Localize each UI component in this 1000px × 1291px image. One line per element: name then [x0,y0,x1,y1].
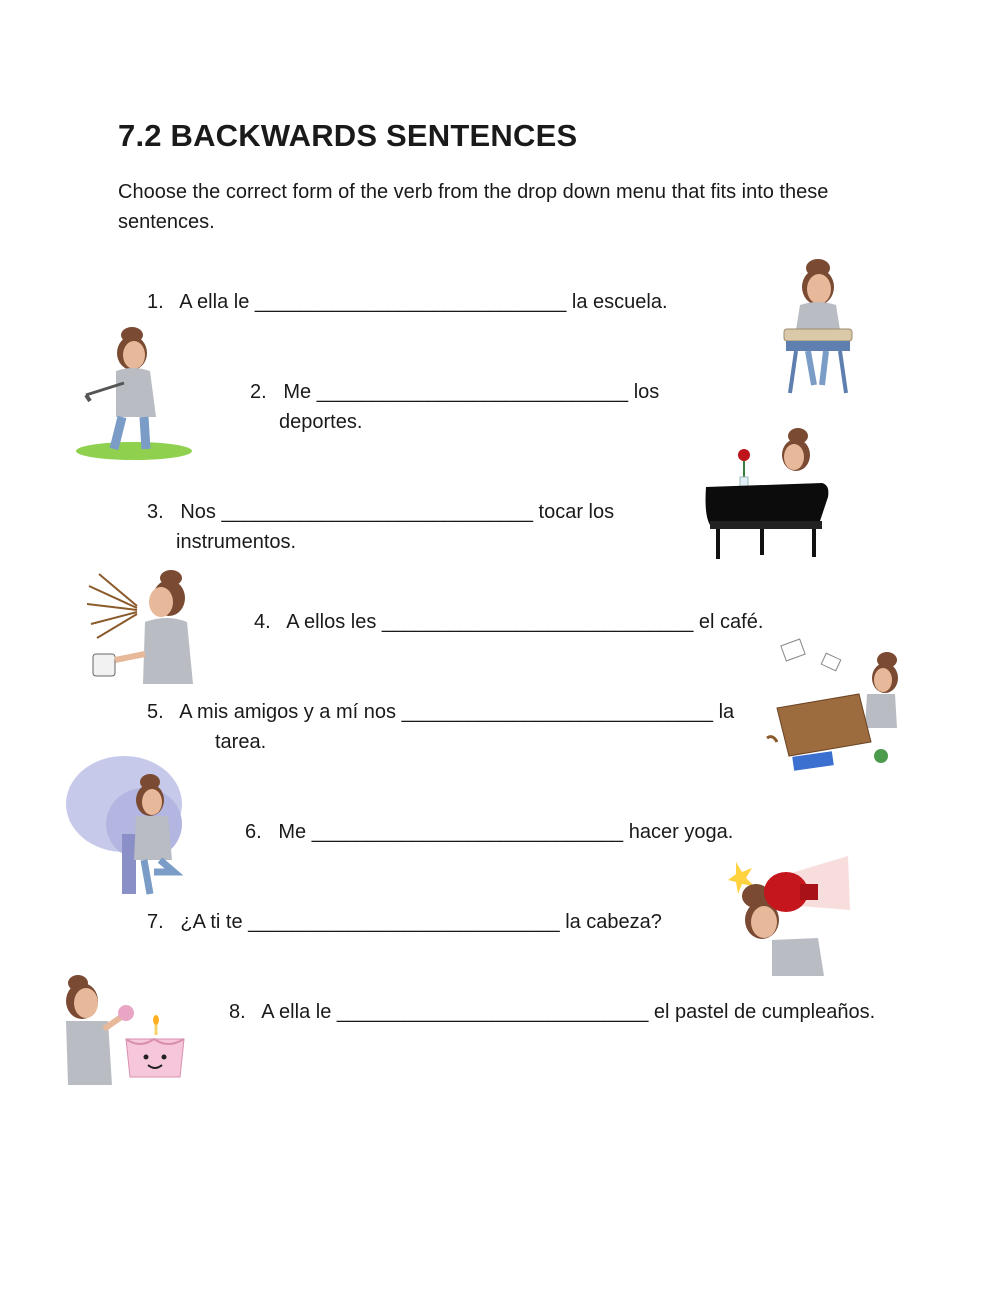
question-number: 2. [250,381,267,403]
page-title: 7.2 BACKWARDS SENTENCES [118,118,578,153]
question-number: 1. [147,291,164,313]
question-1 [147,287,668,317]
question-text-before: A ella le [261,1001,332,1023]
golfer-illustration [72,325,194,465]
answer-dropdown-7[interactable]: ____________________________ [248,911,560,933]
question-number: 5. [147,701,164,723]
question-text-before: A mis amigos y a mí nos [179,701,397,723]
question-4 [254,607,763,637]
question-2 [250,377,659,437]
question-text-after: la [718,701,735,723]
question-text-after: tocar los [538,501,615,523]
bored-at-desk-illustration [778,255,858,400]
question-text-before: Me [278,821,307,843]
question-text-before: A ella le [179,291,250,313]
answer-dropdown-6[interactable]: ____________________________ [311,821,624,843]
question-number: 4. [254,611,271,633]
headache-boxing-glove-illustration [728,850,853,978]
answer-dropdown-5[interactable]: ____________________________ [401,701,714,723]
question-text-after: la cabeza? [565,911,662,933]
question-text-after: hacer yoga. [628,821,734,843]
question-8 [229,997,875,1027]
question-number: 7. [147,911,164,933]
question-text-before: Nos [180,501,216,523]
question-number: 3. [147,501,164,523]
question-text-after: la escuela. [571,291,668,313]
question-6 [245,817,733,847]
answer-dropdown-8[interactable]: ____________________________ [336,1001,649,1023]
question-text-before: ¿A ti te [180,911,243,933]
birthday-cake-illustration [54,973,189,1088]
flipping-desk-illustration [763,638,903,778]
question-number: 6. [245,821,262,843]
question-3 [147,497,614,557]
question-text-after: el pastel de cumpleaños. [653,1001,876,1023]
question-number: 8. [229,1001,246,1023]
answer-dropdown-3[interactable]: ____________________________ [221,501,533,523]
question-text-after: el café. [698,611,764,633]
coffee-spit-illustration [87,568,202,688]
question-text-before: A ellos les [286,611,377,633]
question-text-continued: instrumentos. [176,531,297,553]
instructions [118,177,908,237]
instructions-line-2: sentences. [118,211,215,233]
answer-dropdown-1[interactable]: ____________________________ [254,291,567,313]
question-7 [147,907,662,937]
answer-dropdown-4[interactable]: ____________________________ [381,611,694,633]
instructions-line-1: Choose the correct form of the verb from the drop down menu that fits into these [118,181,829,203]
question-text-continued: tarea. [215,731,267,753]
question-text-after: los [633,381,660,403]
yoga-tree-illustration [64,754,189,899]
question-text-before: Me [283,381,312,403]
question-text-continued: deportes. [279,411,363,433]
piano-illustration [702,425,832,565]
question-5 [147,697,734,757]
answer-dropdown-2[interactable]: ____________________________ [316,381,629,403]
